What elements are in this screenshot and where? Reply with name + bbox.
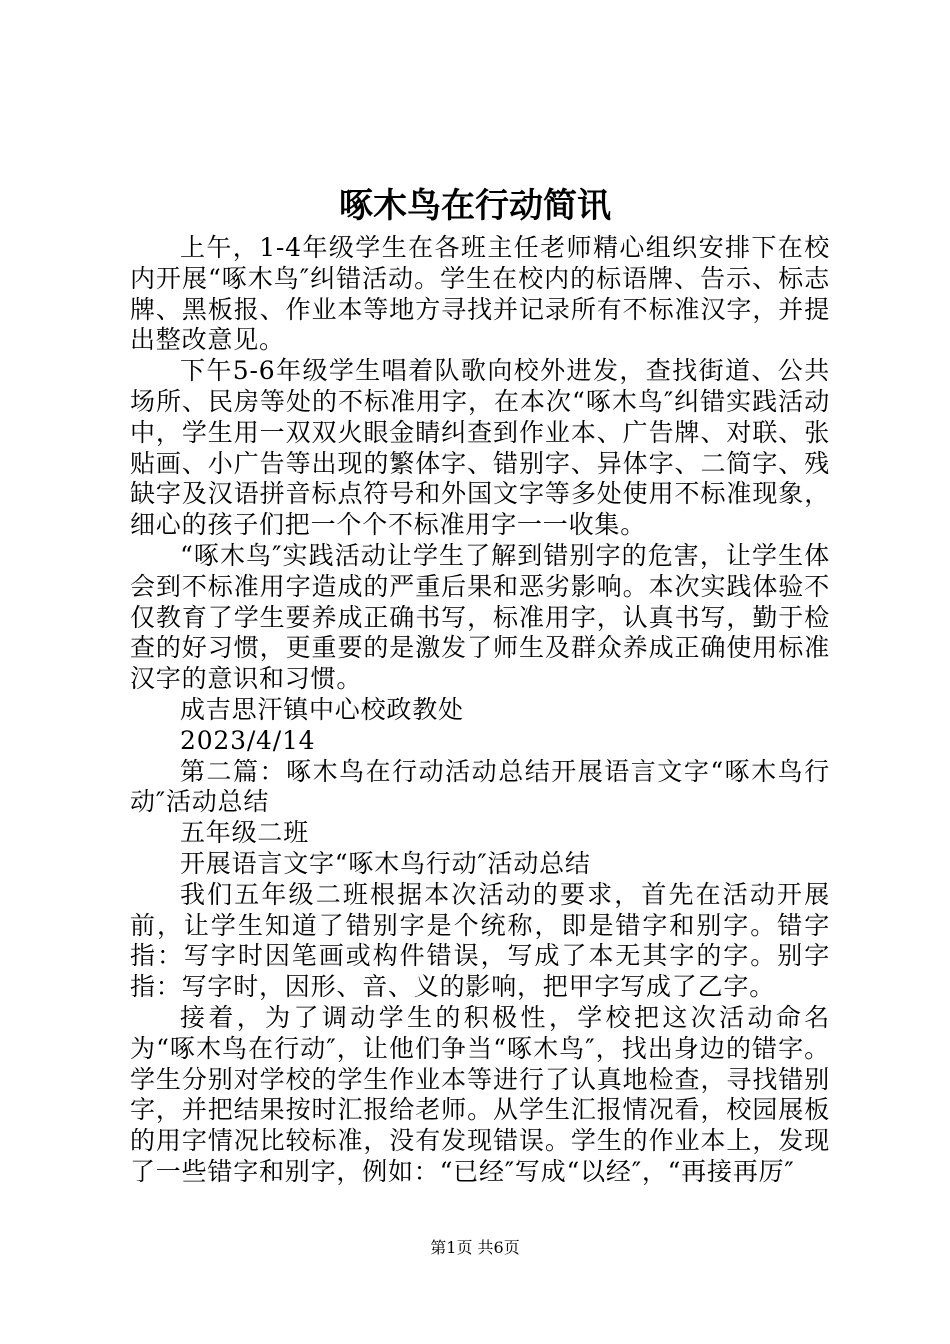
paragraph-activity-impact: “啄木鸟″实践活动让学生了解到错别字的危害，让学生体会到不标准用字造成的严重后果和恶劣影响。本次实践体验不仅教育了学生要养成正确书写，标准用字，认真书写，勤于检查的好习惯，更重要的是激发了师生及群众养成正确使用标准汉字的意识和习惯。	[130, 540, 830, 694]
document-body	[130, 233, 830, 1188]
document-title: 啄木鸟在行动简讯	[339, 186, 611, 226]
class-name: 五年级二班	[180, 818, 310, 848]
second-article-heading: 第二篇：啄木鸟在行动活动总结开展语言文字“啄木鸟行动″活动总结	[130, 756, 830, 817]
page-number-footer: 第1页 共6页	[430, 1238, 520, 1257]
paragraph-next-steps: 接着，为了调动学生的积极性，学校把这次活动命名为“啄木鸟在行动″，让他们争当“啄木鸟″，找出身边的错字。学生分别对学校的学生作业本等进行了认真地检查，寻找错别字，并把结果按时汇报给老师。从学生汇报情况看，校园展板的用字情况比较标准，没有发现错误。学生的作业本上，发现了一些错字和别字，例如：“已经″写成“以经″，“再接再厉″	[130, 1002, 830, 1186]
paragraph-definitions: 我们五年级二班根据本次活动的要求，首先在活动开展前，让学生知道了错别字是个统称，即是错字和别字。错字指：写字时因笔画或构件错误，写成了本无其字的字。别字指：写字时，因形、音、义的影响，把甲字写成了乙字。	[130, 879, 830, 1002]
paragraph-afternoon-activity: 下午5-6年级学生唱着队歌向校外进发，查找街道、公共场所、民房等处的不标准用字，在本次“啄木鸟″纠错实践活动中，学生用一双双火眼金睛纠查到作业本、广告牌、对联、张贴画、小广告等出现的繁体字、错别字、异体字、二简字、残缺字及汉语拼音标点符号和外国文字等多处使用不标准现象，细心的孩子们把一个个不标准用字一一收集。	[130, 356, 830, 540]
signature-date: 2023/4/14	[180, 725, 316, 755]
paragraph-morning-activity: 上午，1-4年级学生在各班主任老师精心组织安排下在校内开展“啄木鸟″纠错活动。学生在校内的标语牌、告示、标志牌、黑板报、作业本等地方寻找并记录所有不标准汉字，并提出整改意见。	[130, 233, 830, 355]
signature-organization: 成吉思汗镇中心校政教处	[180, 694, 464, 724]
second-article-subtitle: 开展语言文字“啄木鸟行动″活动总结	[180, 848, 591, 878]
